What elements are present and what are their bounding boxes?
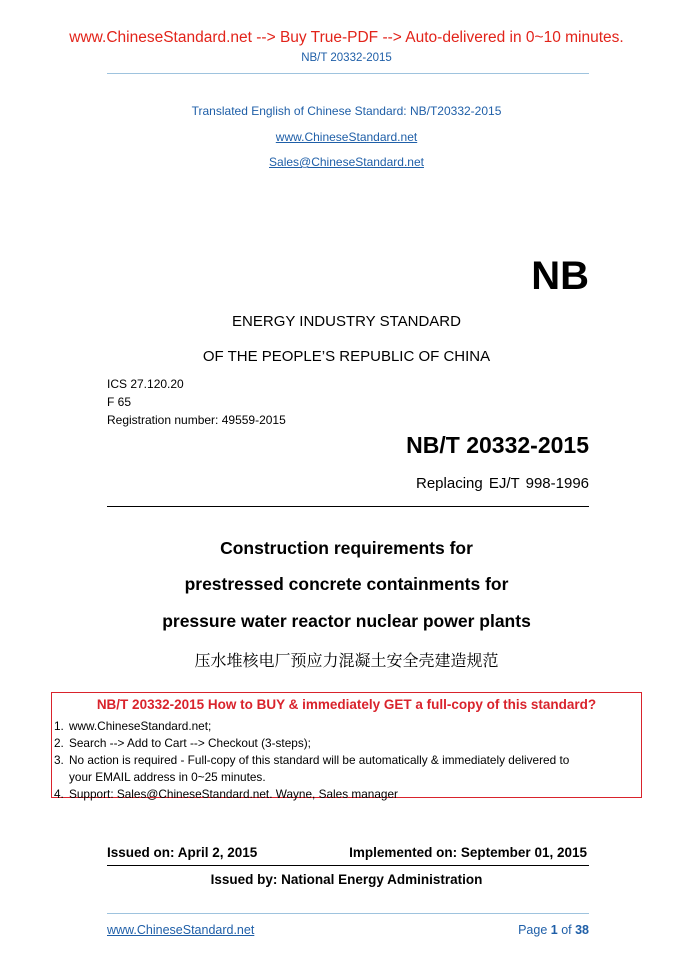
- buy-step-text[interactable]: www.ChineseStandard.net;: [69, 719, 212, 733]
- registration-number: Registration number: 49559-2015: [107, 413, 286, 427]
- header-standard-code: NB/T 20332-2015: [301, 52, 392, 64]
- buy-step: [52, 769, 569, 786]
- title-line-3: pressure water reactor nuclear power plants: [162, 611, 531, 631]
- buy-step-text: your EMAIL address in 0~25 minutes.: [69, 770, 266, 784]
- buy-step: [52, 718, 569, 735]
- title-divider: [107, 506, 589, 507]
- buy-box-title[interactable]: NB/T 20332-2015 How to BUY & immediately GET a full-copy of this standard?: [96, 697, 597, 712]
- ics-code: ICS 27.120.20: [107, 377, 184, 391]
- replacing-standard: Replacing EJ/T 998-1996: [416, 475, 589, 492]
- buy-instructions-box: [51, 692, 642, 801]
- page-current: 1: [550, 923, 558, 937]
- buy-step-number: 4.: [54, 787, 64, 801]
- buy-step-number: 3.: [54, 753, 64, 767]
- footer-divider: [107, 913, 589, 914]
- footer-website-link[interactable]: www.ChineseStandard.net: [107, 923, 255, 937]
- website-link-wrap: [0, 130, 693, 144]
- implemented-date: Implemented on: September 01, 2015: [349, 845, 587, 860]
- issued-date: Issued on: April 2, 2015: [107, 845, 258, 860]
- top-banner[interactable]: www.ChineseStandard.net --> Buy True-PDF --> Auto-delivered in 0~10 minutes.: [69, 29, 624, 46]
- buy-step-text: Search --> Add to Cart --> Checkout (3-steps);: [69, 736, 311, 750]
- dates-divider: [107, 865, 589, 866]
- email-link[interactable]: Sales@ChineseStandard.net: [269, 155, 424, 169]
- title-line-2: prestressed concrete containments for: [184, 574, 509, 594]
- header-divider: [107, 73, 589, 74]
- email-link-wrap: [0, 155, 693, 169]
- page-indicator: [518, 923, 589, 937]
- energy-industry-standard: ENERGY INDUSTRY STANDARD: [232, 313, 461, 330]
- buy-step: [52, 786, 569, 803]
- f-code: F 65: [107, 395, 132, 409]
- buy-step: [52, 752, 569, 769]
- buy-step: [52, 735, 569, 752]
- page-label: Page: [518, 923, 551, 937]
- title-line-1: Construction requirements for: [220, 538, 473, 558]
- page-of: of: [557, 923, 576, 937]
- chinese-title: 压水堆核电厂预应力混凝土安全壳建造规范: [194, 651, 499, 670]
- buy-step-number: 1.: [54, 719, 64, 733]
- standard-number: NB/T 20332-2015: [406, 432, 589, 458]
- website-link[interactable]: www.ChineseStandard.net: [275, 130, 418, 144]
- buy-step-number: 2.: [54, 736, 64, 750]
- buy-step-text: Support: Sales@ChineseStandard.net. Wayne, Sales manager: [69, 787, 398, 801]
- translated-line: Translated English of Chinese Standard: NB/T20332-2015: [191, 104, 502, 118]
- peoples-republic-line: OF THE PEOPLE’S REPUBLIC OF CHINA: [202, 348, 491, 365]
- issued-by: Issued by: National Energy Administration: [210, 872, 483, 887]
- page-total: 38: [575, 923, 589, 937]
- buy-steps-list: [52, 718, 569, 803]
- buy-step-text: No action is required - Full-copy of this standard will be automatically & immediately delivered to: [69, 753, 570, 767]
- nb-logo: NB: [531, 254, 589, 298]
